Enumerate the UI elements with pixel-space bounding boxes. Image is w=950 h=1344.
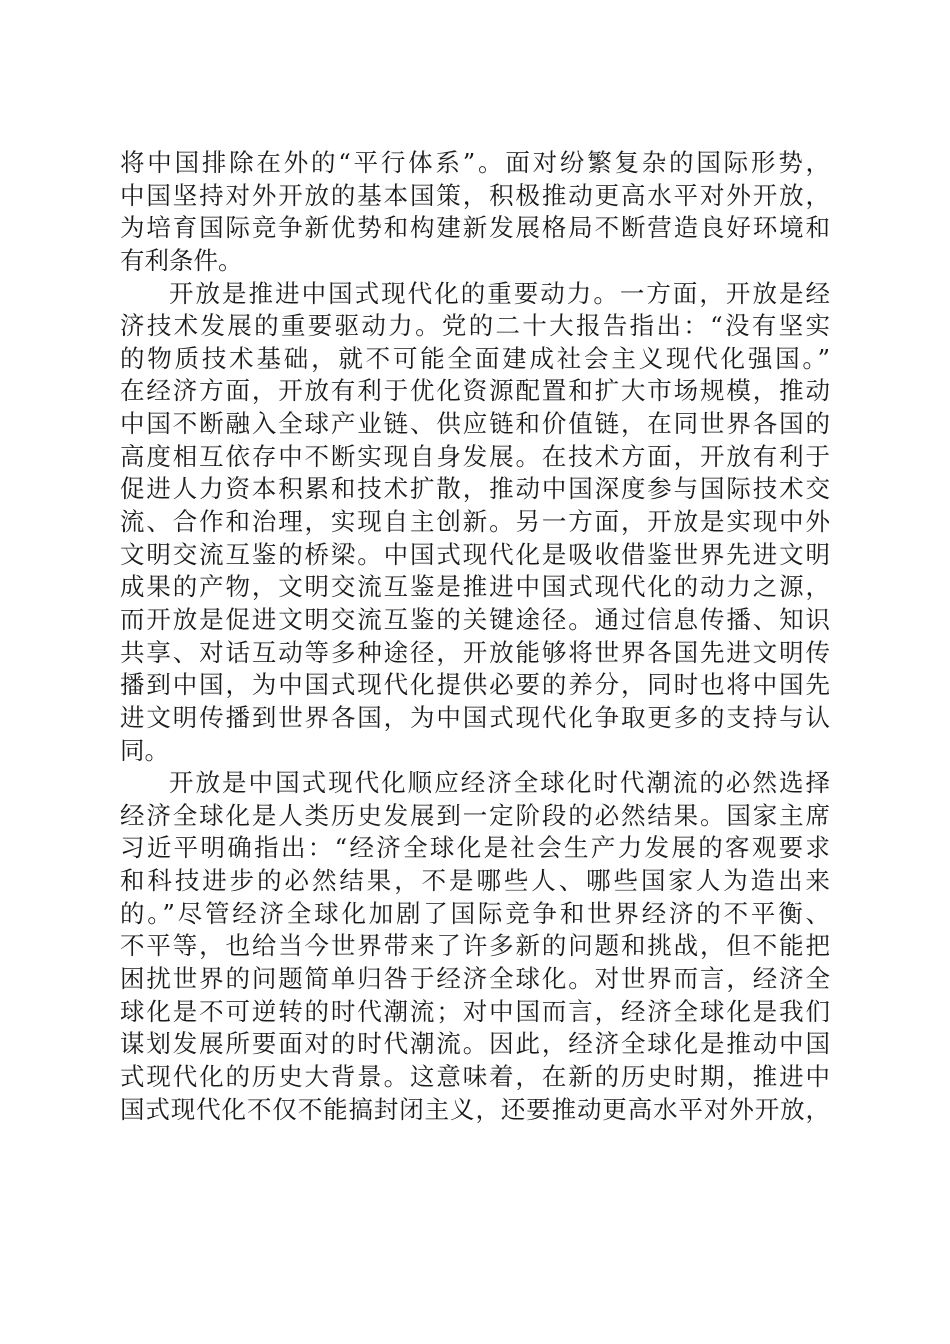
text-line: 经济全球化是人类历史发展到一定阶段的必然结果。国家主席	[120, 800, 830, 830]
text-line: 而开放是促进文明交流互鉴的关键途径。通过信息传播、知识	[120, 604, 830, 634]
text-line: 成果的产物，文明交流互鉴是推进中国式现代化的动力之源，	[120, 572, 830, 602]
text-line: 球化是不可逆转的时代潮流；对中国而言，经济全球化是我们	[120, 996, 830, 1026]
text-line: 中国不断融入全球产业链、供应链和价值链，在同世界各国的	[120, 409, 830, 439]
text-line: 济技术发展的重要驱动力。党的二十大报告指出：“没有坚实	[120, 311, 830, 341]
text-line: 流、合作和治理，实现自主创新。另一方面，开放是实现中外	[120, 507, 830, 537]
body-text	[120, 147, 830, 1126]
text-line: 国式现代化不仅不能搞封闭主义，还要推动更高水平对外开放，	[120, 1094, 830, 1124]
text-line: 谋划发展所要面对的时代潮流。因此，经济全球化是推动中国	[120, 1029, 830, 1059]
text-line: 同。	[120, 735, 169, 765]
text-line: 共享、对话互动等多种途径，开放能够将世界各国先进文明传	[120, 637, 830, 667]
text-line: 习近平明确指出：“经济全球化是社会生产力发展的客观要求	[120, 833, 830, 863]
text-line: 有利条件。	[120, 245, 243, 275]
text-line: 为培育国际竞争新优势和构建新发展格局不断营造良好环境和	[120, 213, 830, 243]
text-line: 的物质技术基础，就不可能全面建成社会主义现代化强国。”	[120, 343, 830, 373]
text-line: 促进人力资本积累和技术扩散，推动中国深度参与国际技术交	[120, 474, 830, 504]
text-line: 在经济方面，开放有利于优化资源配置和扩大市场规模，推动	[120, 376, 830, 406]
text-line: 播到中国，为中国式现代化提供必要的养分，同时也将中国先	[120, 670, 830, 700]
text-line: 进文明传播到世界各国，为中国式现代化争取更多的支持与认	[120, 702, 830, 732]
text-line: 不平等，也给当今世界带来了许多新的问题和挑战，但不能把	[120, 931, 830, 961]
text-line: 中国坚持对外开放的基本国策，积极推动更高水平对外开放，	[120, 180, 830, 210]
text-line: 的。”尽管经济全球化加剧了国际竞争和世界经济的不平衡、	[120, 898, 830, 928]
text-line: 将中国排除在外的“平行体系”。面对纷繁复杂的国际形势，	[120, 148, 830, 177]
text-line: 高度相互依存中不断实现自身发展。在技术方面，开放有利于	[120, 441, 830, 471]
text-line: 困扰世界的问题简单归咎于经济全球化。对世界而言，经济全	[120, 964, 830, 994]
text-line: 开放是推进中国式现代化的重要动力。一方面，开放是经	[169, 278, 830, 308]
text-line: 和科技进步的必然结果，不是哪些人、哪些国家人为造出来	[120, 866, 830, 896]
text-line: 开放是中国式现代化顺应经济全球化时代潮流的必然选择	[169, 768, 830, 798]
text-line: 文明交流互鉴的桥梁。中国式现代化是吸收借鉴世界先进文明	[120, 539, 830, 569]
text-line: 式现代化的历史大背景。这意味着，在新的历史时期，推进中	[120, 1061, 830, 1091]
